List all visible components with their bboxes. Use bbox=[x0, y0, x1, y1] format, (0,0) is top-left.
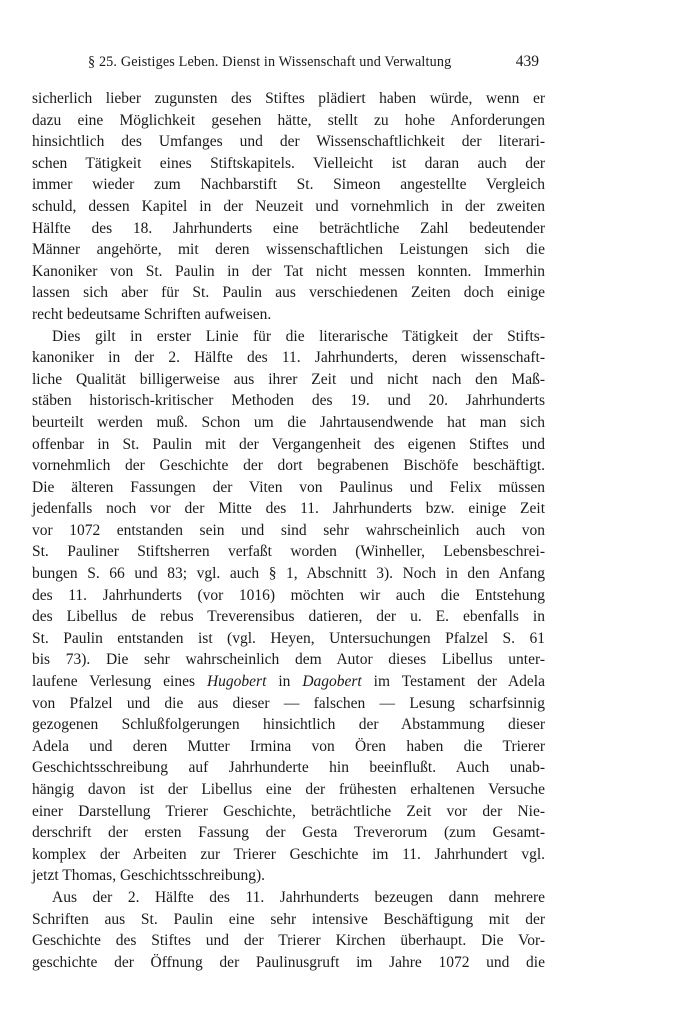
text-line: hinsichtlich des Umfanges und der Wissenschaftlichkeit der literari- bbox=[32, 133, 545, 151]
text-line: Hälfte des 18. Jahrhunderts eine beträchtliche Zahl bedeutender bbox=[32, 219, 545, 237]
text-line: jedenfalls noch vor der Mitte des 11. Jahrhunderts bzw. einige Zeit bbox=[32, 500, 545, 518]
page-number: 439 bbox=[515, 53, 539, 70]
book-page bbox=[32, 50, 545, 973]
text-line: kanoniker in der 2. Hälfte des 11. Jahrhunderts, deren wissenschaft- bbox=[32, 349, 545, 367]
running-title: § 25. Geistiges Leben. Dienst in Wissenschaft und Verwaltung bbox=[88, 54, 452, 70]
running-header bbox=[32, 50, 545, 74]
text-line: dazu eine Möglichkeit gesehen hätte, stellt zu hohe Anforderungen bbox=[32, 111, 545, 129]
body-text bbox=[32, 88, 545, 973]
italic-term-dagobert: Dagobert bbox=[302, 673, 362, 691]
text-run: in bbox=[266, 673, 303, 691]
text-line: schen Tätigkeit eines Stiftskapitels. Vielleicht ist daran auch der bbox=[32, 154, 545, 172]
text-line: Geschichtsschreibung auf Jahrhunderte hin beeinflußt. Auch unab- bbox=[32, 759, 545, 777]
text-line: beurteilt werden muß. Schon um die Jahrtausendwende hat man sich bbox=[32, 413, 545, 431]
text-line: hängig davon ist der Libellus eine der frühesten erhaltenen Versuche bbox=[32, 781, 545, 798]
text-line: vor 1072 entstanden sein und sind sehr wahrscheinlich auch von bbox=[32, 521, 545, 539]
text-line: Die älteren Fassungen der Viten von Paulinus und Felix müssen bbox=[32, 478, 545, 496]
text-line: bis 73). Die sehr wahrscheinlich dem Autor dieses Libellus unter- bbox=[32, 651, 545, 669]
text-run: laufene Verlesung eines bbox=[32, 673, 207, 691]
text-line: geschichte der Öffnung der Paulinusgruft im Jahre 1072 und die bbox=[32, 953, 545, 971]
text-line: Männer angehörte, mit deren wissenschaftlichen Leistungen sich die bbox=[32, 241, 545, 259]
paragraph-2 bbox=[32, 326, 545, 887]
text-line: Kanoniker von St. Paulin in der Tat nicht messen konnten. Immerhin bbox=[32, 262, 545, 280]
italic-term-hugobert: Hugobert bbox=[206, 673, 267, 691]
text-line: lassen sich aber für St. Paulin aus verschiedenen Zeiten doch einige bbox=[32, 284, 545, 302]
text-line: offenbar in St. Paulin mit der Vergangenheit des eigenen Stiftes und bbox=[32, 435, 545, 453]
text-line: bungen S. 66 und 83; vgl. auch § 1, Abschnitt 3). Noch in den Anfang bbox=[32, 565, 545, 583]
text-line: Dies gilt in erster Linie für die literarische Tätigkeit der Stifts- bbox=[52, 327, 545, 345]
text-line: stäben historisch-kritischer Methoden des 19. und 20. Jahrhunderts bbox=[32, 392, 545, 410]
text-line: einer Darstellung Trierer Geschichte, beträchtliche Zeit vor der Nie- bbox=[32, 802, 545, 820]
text-line: St. Paulin entstanden ist (vgl. Heyen, Untersuchungen Pfalzel S. 61 bbox=[32, 629, 545, 647]
text-line: Geschichte des Stiftes und der Trierer Kirchen überhaupt. Die Vor- bbox=[32, 932, 545, 950]
text-line: vornehmlich der Geschichte der dort begrabenen Bischöfe beschäftigt. bbox=[32, 457, 545, 475]
text-line: des Libellus de rebus Treverensibus datieren, der u. E. ebenfalls in bbox=[32, 608, 545, 626]
text-line: liche Qualität billigerweise aus ihrer Zeit und nicht nach den Maß- bbox=[32, 370, 545, 388]
text-line: schuld, dessen Kapitel in der Neuzeit und vornehmlich in der zweiten bbox=[32, 197, 545, 215]
text-line: jetzt Thomas, Geschichtsschreibung). bbox=[32, 867, 266, 885]
text-line: recht bedeutsame Schriften aufweisen. bbox=[32, 305, 272, 323]
text-line: komplex der Arbeiten zur Trierer Geschichte im 11. Jahrhundert vgl. bbox=[32, 845, 545, 863]
text-line: von Pfalzel und die aus dieser — falschen — Lesung scharfsinnig bbox=[32, 694, 545, 712]
paragraph-3 bbox=[32, 887, 545, 973]
text-line: immer wieder zum Nachbarstift St. Simeon angestellte Vergleich bbox=[32, 176, 545, 194]
paragraph-1 bbox=[32, 88, 545, 326]
text-line: Aus der 2. Hälfte des 11. Jahrhunderts bezeugen dann mehrere bbox=[52, 888, 545, 906]
text-line: sicherlich lieber zugunsten des Stiftes plädiert haben würde, wenn er bbox=[32, 90, 545, 107]
text-line: St. Pauliner Stiftsherren verfaßt worden (Winheller, Lebensbeschrei- bbox=[32, 543, 545, 561]
text-run: im Testament der Adela bbox=[361, 673, 545, 691]
text-line: derschrift der ersten Fassung der Gesta Treverorum (zum Gesamt- bbox=[32, 824, 545, 842]
text-line: des 11. Jahrhunderts (vor 1016) möchten wir auch die Entstehung bbox=[32, 586, 545, 604]
text-line: Adela und deren Mutter Irmina von Ören haben die Trierer bbox=[32, 737, 545, 755]
text-line: Schriften aus St. Paulin eine sehr intensive Beschäftigung mit der bbox=[32, 910, 545, 928]
text-line-with-italics bbox=[32, 671, 545, 693]
text-line: gezogenen Schlußfolgerungen hinsichtlich der Abstammung dieser bbox=[32, 716, 545, 734]
